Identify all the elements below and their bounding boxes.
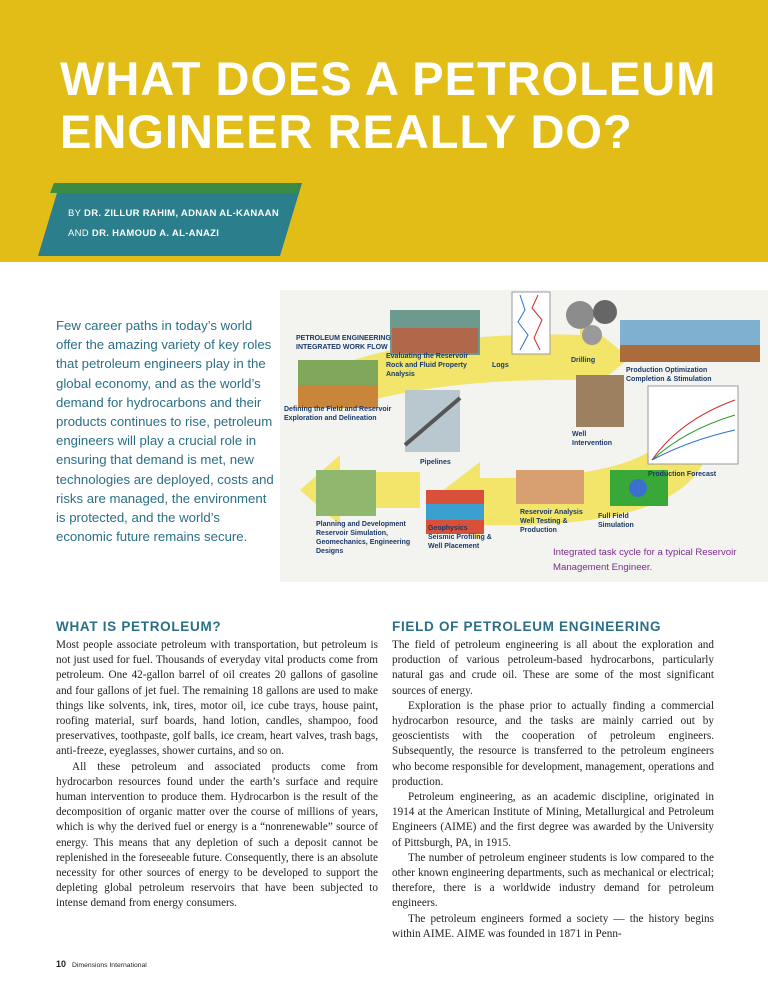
label-forecast: Production Forecast bbox=[648, 471, 717, 478]
label-well: Intervention bbox=[572, 440, 613, 447]
intervention-photo bbox=[576, 375, 624, 427]
byline-authors: DR. ZILLUR RAHIM, ADNAN AL-KANAAN bbox=[84, 208, 279, 219]
right-paragraph: The number of petroleum engineer students is low compared to the other known engineering departments, such as mechanical or electrical; therefore, there is a worldwide industry demand for petroleum engineers. bbox=[392, 851, 714, 910]
label-reservoir-analysis: Well Testing & bbox=[520, 518, 568, 525]
rock-layer bbox=[392, 328, 478, 353]
label-eval: Analysis bbox=[386, 371, 415, 378]
title-part: REALLY DO? bbox=[313, 105, 633, 158]
label-geophysics: Geophysics bbox=[428, 525, 468, 532]
heading-field-of-petroleum-engineering: FIELD OF PETROLEUM ENGINEERING bbox=[392, 619, 662, 634]
label-eval: Rock and Fluid Property bbox=[386, 362, 467, 369]
label-planning: Reservoir Simulation, bbox=[316, 530, 388, 537]
label-reservoir-analysis: Production bbox=[520, 527, 557, 534]
label-drilling: Drilling bbox=[571, 357, 596, 364]
left-column bbox=[56, 638, 378, 912]
byline-authors: DR. HAMOUD A. AL-ANAZI bbox=[91, 228, 220, 239]
workflow-title: INTEGRATED WORK FLOW bbox=[296, 344, 388, 351]
label-full-field: Full Field bbox=[598, 513, 629, 520]
label-well: Well bbox=[572, 431, 587, 438]
right-column bbox=[392, 638, 714, 942]
right-paragraph: Petroleum engineering, as an academic discipline, originated in 1914 at the American Institute of Mining, Metallurgical and Petroleum Engineers (AIME) and the first degree was awarded by the University of Pittsburgh, PA, in 1915. bbox=[392, 791, 714, 849]
drill-bit bbox=[593, 300, 617, 324]
left-paragraph: All these petroleum and associated products come from hydrocarbon resources found under the earth’s surface and require human intervention to produce them. Hydrocarbon is the result of the decomposition of organic matter over the course of millions of years, which is why the derived fuel or energy is a “nonrenewable” source of energy. This means that any depletion of such a deposit cannot be replenished in the foreseeable future. Consequently, there is an absolute necessity for other sources of energy to be developed to support the depleting global petroleum reservoirs that have been subjected to intense demand from energy consumers. bbox=[56, 760, 378, 910]
label-full-field: Simulation bbox=[598, 522, 634, 529]
byline-and: AND bbox=[68, 228, 92, 239]
left-paragraph: Most people associate petroleum with transportation, but petroleum is not just used for fuel. Thousands of everyday vital products come from petroleum. One 42-gallon barrel of oil creates 20 gallons of gasoline and four gallons of jet fuel. The remaining 18 gallons are used to make things like solvents, ink, tires, motor oil, ice cube trays, house paint, roofing material, surf boards, hand lotion, candles, shampoo, food preservatives, toothpaste, golf balls, ice cream, heart valves, trash bags, anti-freeze, eyeglasses, shower curtains, and so on. bbox=[56, 639, 378, 758]
label-logs: Logs bbox=[492, 362, 509, 369]
reservoir-layer bbox=[298, 385, 378, 408]
drill-bit bbox=[582, 325, 602, 345]
byline-by: BY bbox=[68, 208, 85, 219]
label-eval: Evaluating the Reservoir bbox=[386, 353, 469, 360]
heading-what-is-petroleum: WHAT IS PETROLEUM? bbox=[56, 619, 222, 634]
label-geophysics: Seismic Profiling & bbox=[428, 534, 492, 541]
label-planning: Designs bbox=[316, 548, 344, 555]
workflow-title: PETROLEUM ENGINEERING bbox=[296, 335, 391, 342]
label-pipelines: Pipelines bbox=[420, 459, 451, 466]
title-part: WHAT DOES A bbox=[60, 52, 413, 105]
label-define: Defining the Field and Reservoir bbox=[284, 406, 392, 413]
byline-accent bbox=[50, 183, 300, 193]
figure-caption: Integrated task cycle for a typical Reservoir Management Engineer. bbox=[553, 547, 737, 573]
title-bold-part: ENGINEER bbox=[60, 105, 314, 158]
planning-image bbox=[316, 470, 376, 516]
label-planning: Geomechanics, Engineering bbox=[316, 539, 411, 546]
production-layer bbox=[620, 345, 760, 362]
page-footer bbox=[56, 959, 147, 969]
intro-paragraph: Few career paths in today’s world offer the amazing variety of key roles that petroleum engineers play in the global economy, and as the world’s demand for hydrocarbons and their products continues to rise, petroleum engineers will play a crucial role in ensuring that demand is met, new technologies are deployed, costs and risks are managed, the environment is protected, and the world’s economic future remains secure. bbox=[56, 318, 274, 545]
label-reservoir-analysis: Reservoir Analysis bbox=[520, 509, 583, 516]
geophysics-layer bbox=[426, 504, 484, 520]
magazine-name: Dimensions International bbox=[72, 962, 147, 969]
drill-bit bbox=[566, 301, 594, 329]
label-optimization: Completion & Stimulation bbox=[626, 376, 712, 383]
simulation-spot bbox=[629, 479, 647, 497]
label-optimization: Production Optimization bbox=[626, 367, 708, 374]
label-geophysics: Well Placement bbox=[428, 543, 480, 550]
label-planning: Planning and Development bbox=[316, 521, 406, 528]
page-title bbox=[60, 52, 750, 158]
right-paragraph: The field of petroleum engineering is all about the exploration and production of various petroleum-based hydrocarbons, particularly natural gas and crude oil. These are some of the most significant sources of energy. bbox=[392, 639, 714, 697]
byline bbox=[68, 204, 279, 244]
right-paragraph: Exploration is the phase prior to actually finding a commercial hydrocarbon resource, and the tasks are mainly carried out by geoscientists with the cooperation of petroleum engineers. Subsequently, the resource is transferred to the petroleum engineers who become responsible for development, management, operations and production. bbox=[392, 699, 714, 788]
workflow-figure bbox=[280, 290, 768, 582]
title-bold-part: PETROLEUM bbox=[412, 52, 717, 105]
analysis-image bbox=[516, 470, 584, 504]
right-paragraph: The petroleum engineers formed a society — the history begins within AIME. AIME was founded in 1871 in Penn- bbox=[392, 912, 714, 940]
logs-chart bbox=[512, 292, 550, 354]
workflow-diagram bbox=[280, 290, 768, 582]
label-define: Exploration and Delineation bbox=[284, 415, 377, 422]
page-number: 10 bbox=[56, 959, 67, 969]
